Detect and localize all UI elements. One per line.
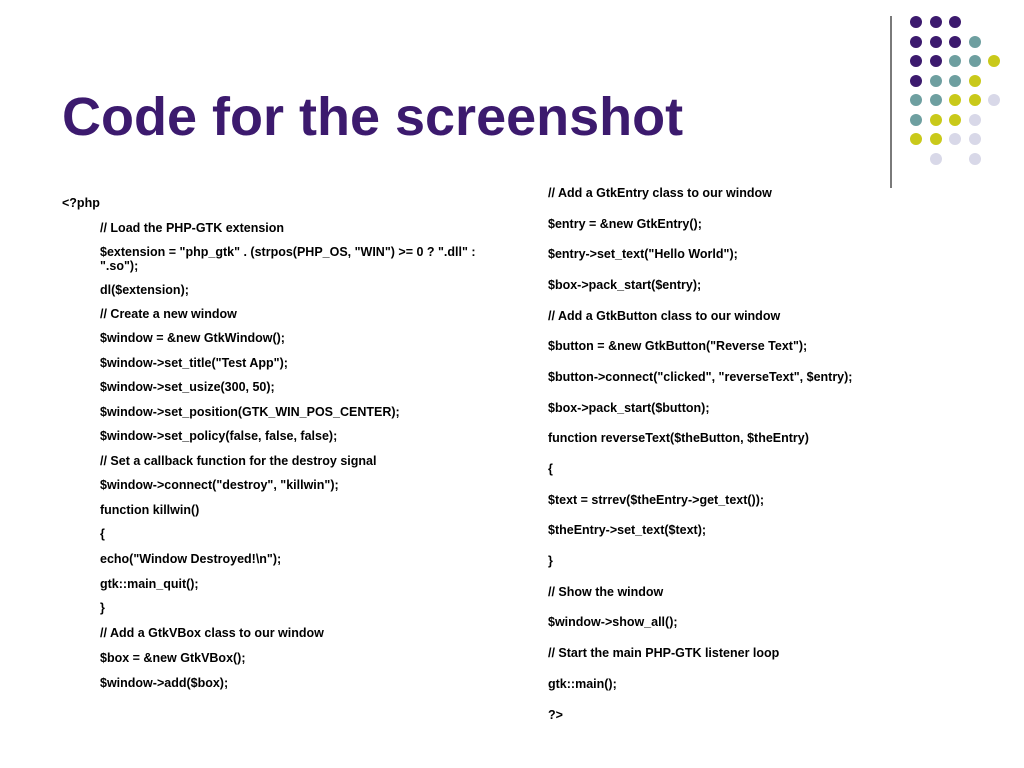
code-line: // Add a GtkEntry class to our window	[548, 186, 772, 200]
code-line: $window->set_policy(false, false, false);	[100, 429, 338, 443]
decorative-dot	[969, 133, 981, 145]
decorative-dot	[930, 55, 942, 67]
empty-dot-slot	[988, 36, 1000, 48]
decorative-dot	[910, 55, 922, 67]
code-line: $text = strrev($theEntry->get_text());	[548, 493, 765, 507]
code-line: {	[548, 462, 553, 476]
empty-dot-slot	[910, 153, 922, 165]
code-line: <?php	[62, 196, 100, 210]
code-line: $button = &new GtkButton("Reverse Text");	[548, 339, 808, 353]
code-line: // Start the main PHP-GTK listener loop	[548, 646, 780, 660]
empty-dot-slot	[949, 153, 961, 165]
code-line: $button->connect("clicked", "reverseText", $entry);	[548, 370, 853, 384]
code-line: gtk::main();	[548, 677, 617, 691]
decorative-dot	[910, 114, 922, 126]
decorative-dot	[930, 133, 942, 145]
decorative-dot	[988, 55, 1000, 67]
decorative-dot	[969, 114, 981, 126]
decorative-dot	[930, 153, 942, 165]
code-line: $window->show_all();	[548, 615, 678, 629]
code-line: }	[100, 601, 105, 615]
code-line: dl($extension);	[100, 283, 189, 297]
decorative-dot	[988, 94, 1000, 106]
empty-dot-slot	[988, 133, 1000, 145]
empty-dot-slot	[988, 16, 1000, 28]
decorative-dot	[930, 36, 942, 48]
code-line: // Add a GtkButton class to our window	[548, 309, 781, 323]
decorative-dot-grid	[910, 16, 1000, 165]
decorative-dot	[910, 75, 922, 87]
code-line: // Load the PHP-GTK extension	[100, 221, 285, 235]
code-line: $window->set_position(GTK_WIN_POS_CENTER);	[100, 405, 400, 419]
code-line: gtk::main_quit();	[100, 577, 199, 591]
code-line: // Create a new window	[100, 307, 237, 321]
decorative-dot	[930, 75, 942, 87]
decorative-dot	[969, 153, 981, 165]
decorative-dot	[910, 36, 922, 48]
code-line: $box->pack_start($button);	[548, 401, 710, 415]
code-line: echo("Window Destroyed!\n");	[100, 552, 282, 566]
decorative-dot	[930, 94, 942, 106]
empty-dot-slot	[988, 153, 1000, 165]
empty-dot-slot	[988, 75, 1000, 87]
code-line: function reverseText($theButton, $theEntry)	[548, 431, 809, 445]
code-line: $box->pack_start($entry);	[548, 278, 702, 292]
code-line: function killwin()	[100, 503, 200, 517]
empty-dot-slot	[988, 114, 1000, 126]
code-line: $extension = "php_gtk" . (strpos(PHP_OS, "WIN") >= 0 ? ".dll" : ".so");	[100, 245, 476, 273]
code-line: $window->connect("destroy", "killwin");	[100, 478, 339, 492]
decorative-dot	[949, 94, 961, 106]
code-line: $window->add($box);	[100, 676, 229, 690]
decorative-dot	[930, 16, 942, 28]
decorative-dot	[949, 75, 961, 87]
decorative-dot	[910, 16, 922, 28]
code-line: $theEntry->set_text($text);	[548, 523, 707, 537]
decorative-dot	[969, 36, 981, 48]
decorative-dot	[949, 16, 961, 28]
decorative-dot	[910, 133, 922, 145]
code-line: $entry->set_text("Hello World");	[548, 247, 738, 261]
decorative-dot	[969, 75, 981, 87]
decorative-dot	[949, 114, 961, 126]
code-line: $window->set_title("Test App");	[100, 356, 288, 370]
slide-title: Code for the screenshot	[62, 87, 684, 147]
empty-dot-slot	[969, 16, 981, 28]
decorative-dot	[949, 133, 961, 145]
code-line: $box = &new GtkVBox();	[100, 651, 246, 665]
code-line: $window->set_usize(300, 50);	[100, 380, 275, 394]
decorative-dot	[949, 36, 961, 48]
code-line: $window = &new GtkWindow();	[100, 331, 285, 345]
code-line: // Add a GtkVBox class to our window	[100, 626, 324, 640]
code-line: $entry = &new GtkEntry();	[548, 217, 702, 231]
decorative-dot	[910, 94, 922, 106]
code-line: {	[100, 527, 105, 541]
decorative-dot	[969, 94, 981, 106]
code-line: // Show the window	[548, 585, 664, 599]
header-divider	[890, 16, 892, 188]
decorative-dot	[949, 55, 961, 67]
decorative-dot	[969, 55, 981, 67]
decorative-dot	[930, 114, 942, 126]
code-line: }	[548, 554, 553, 568]
code-line: ?>	[548, 708, 563, 722]
code-line: // Set a callback function for the destroy signal	[100, 454, 377, 468]
